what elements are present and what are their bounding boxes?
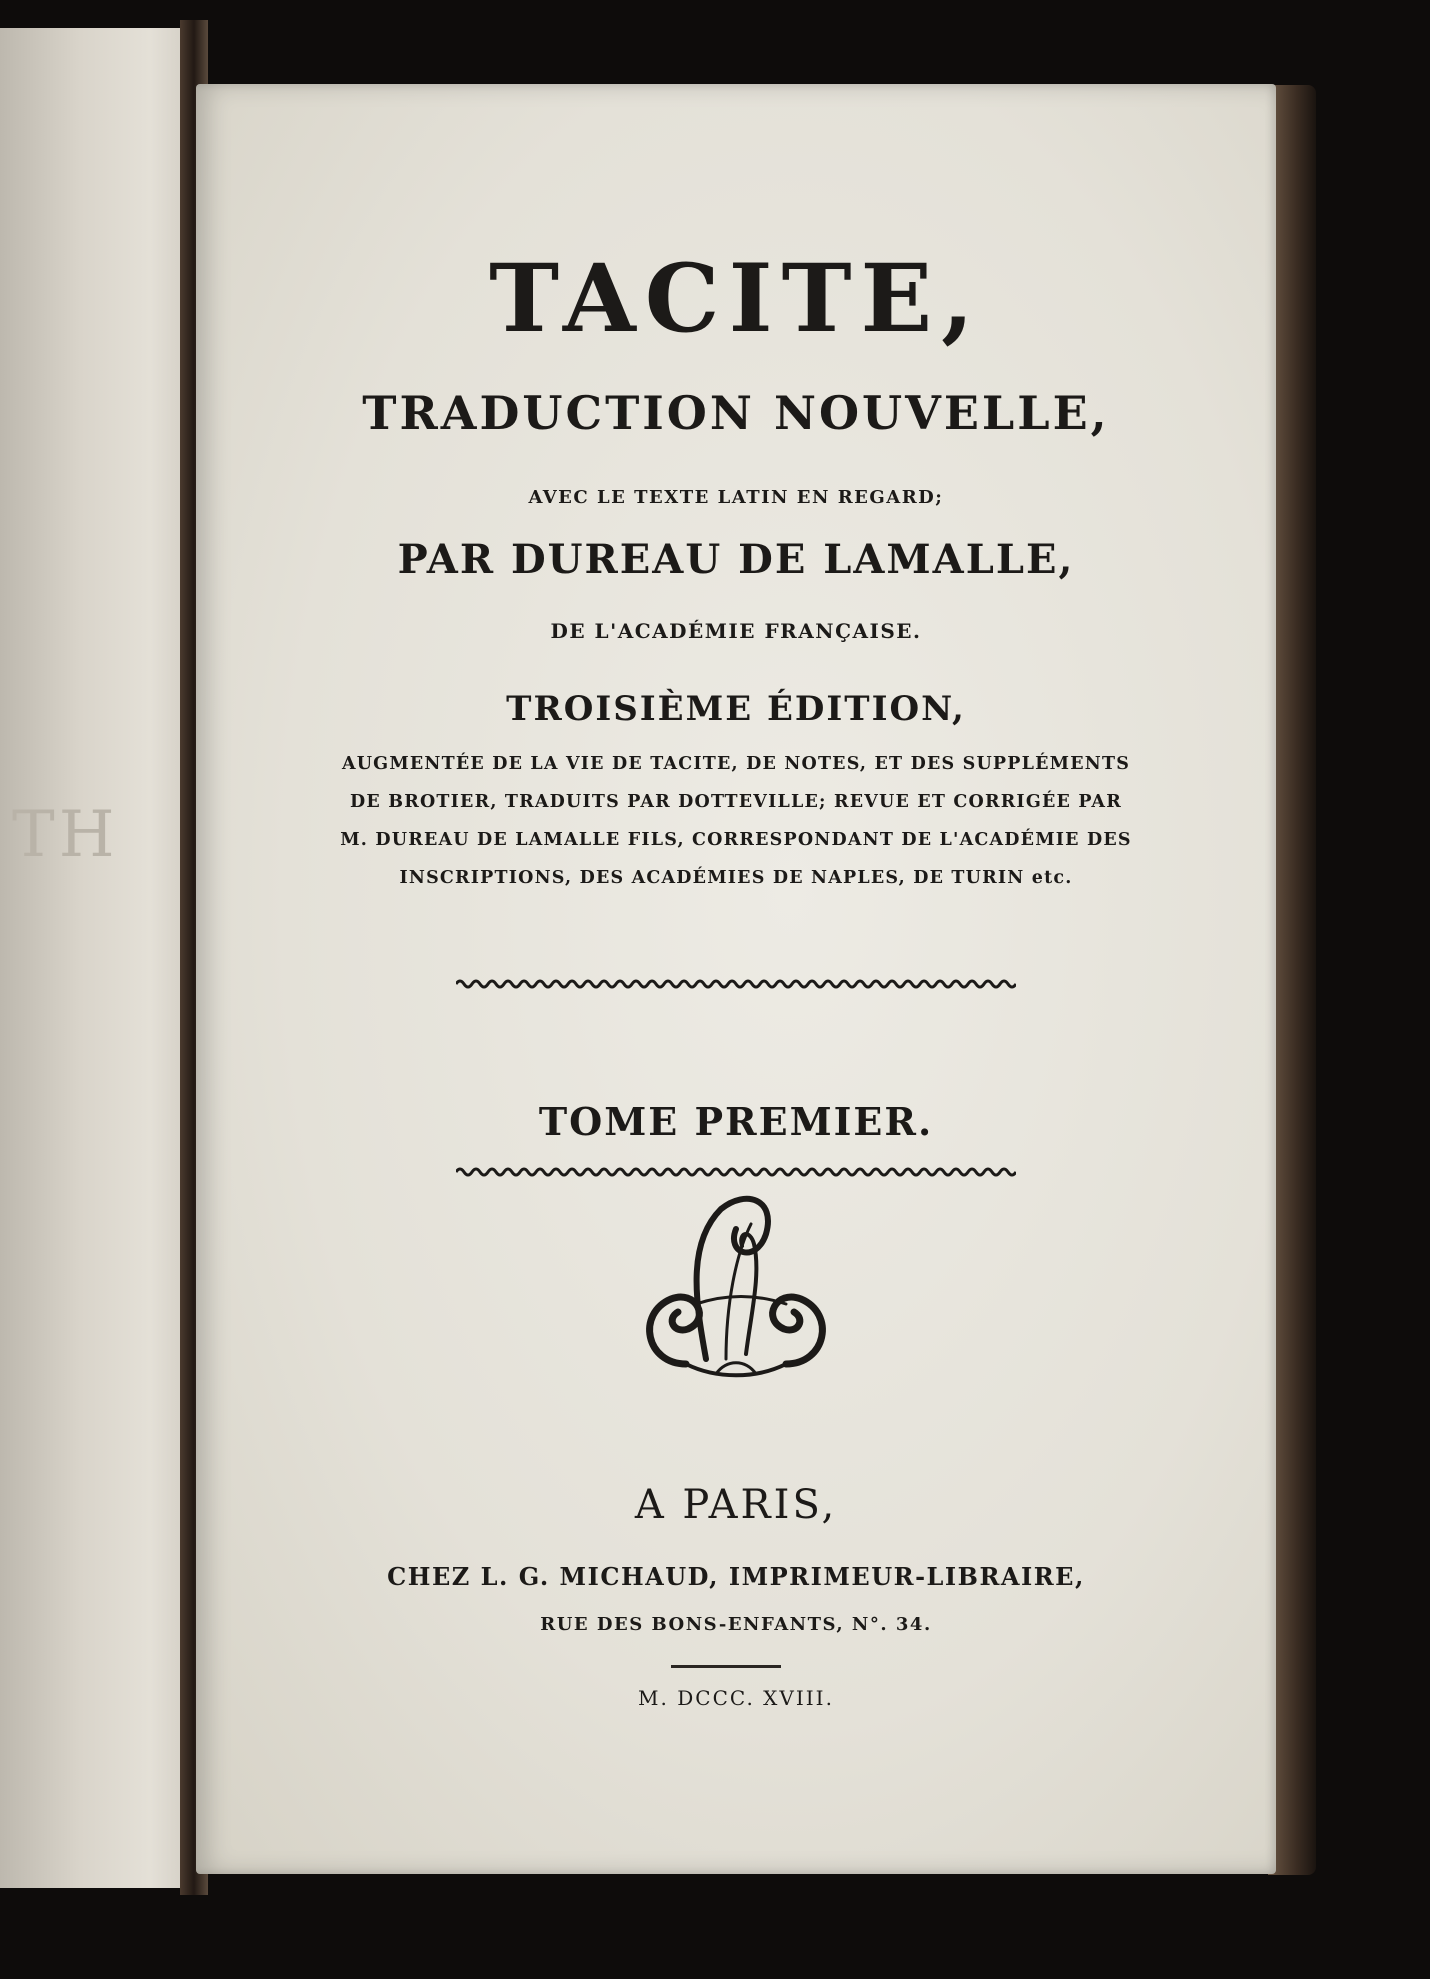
title-page (196, 84, 1276, 1874)
edition-detail-line: M. DUREAU DE LAMALLE FILS, CORRESPONDANT DE L'ACADÉMIE DES (340, 830, 1132, 850)
imprint-city: A PARIS, (634, 1482, 838, 1528)
edition-detail-line: INSCRIPTIONS, DES ACADÉMIES DE NAPLES, DE TURIN etc. (399, 868, 1073, 888)
latin-text-note: AVEC LE TEXTE LATIN EN REGARD; (528, 487, 944, 508)
imprint-address: RUE DES BONS-ENFANTS, N°. 34. (540, 1614, 932, 1635)
facing-page (0, 28, 200, 1888)
volume-line: TOME PREMIER. (538, 1099, 934, 1144)
imprint-publisher: CHEZ L. G. MICHAUD, IMPRIMEUR-LIBRAIRE, (387, 1562, 1085, 1591)
book-subtitle: TRADUCTION NOUVELLE, (362, 386, 1110, 440)
edition-line: TROISIÈME ÉDITION, (506, 689, 966, 729)
imprint-rule (671, 1665, 781, 1668)
edition-detail-line: DE BROTIER, TRADUITS PAR DOTTEVILLE; REVUE ET CORRIGÉE PAR (350, 792, 1122, 812)
academy-line: DE L'ACADÉMIE FRANÇAISE. (550, 619, 922, 643)
wavy-rule-bottom (456, 1165, 1016, 1179)
translator-line: PAR DUREAU DE LAMALLE, (397, 536, 1075, 583)
bleed-through-text: TH (12, 798, 119, 872)
book-title: TACITE, (489, 244, 983, 354)
wavy-rule-top (456, 977, 1016, 991)
edition-detail-line: AUGMENTÉE DE LA VIE DE TACITE, DE NOTES, ET DES SUPPLÉMENTS (341, 754, 1131, 774)
imprint-year: M. DCCC. XVIII. (638, 1686, 834, 1710)
monogram-ornament (626, 1184, 846, 1394)
